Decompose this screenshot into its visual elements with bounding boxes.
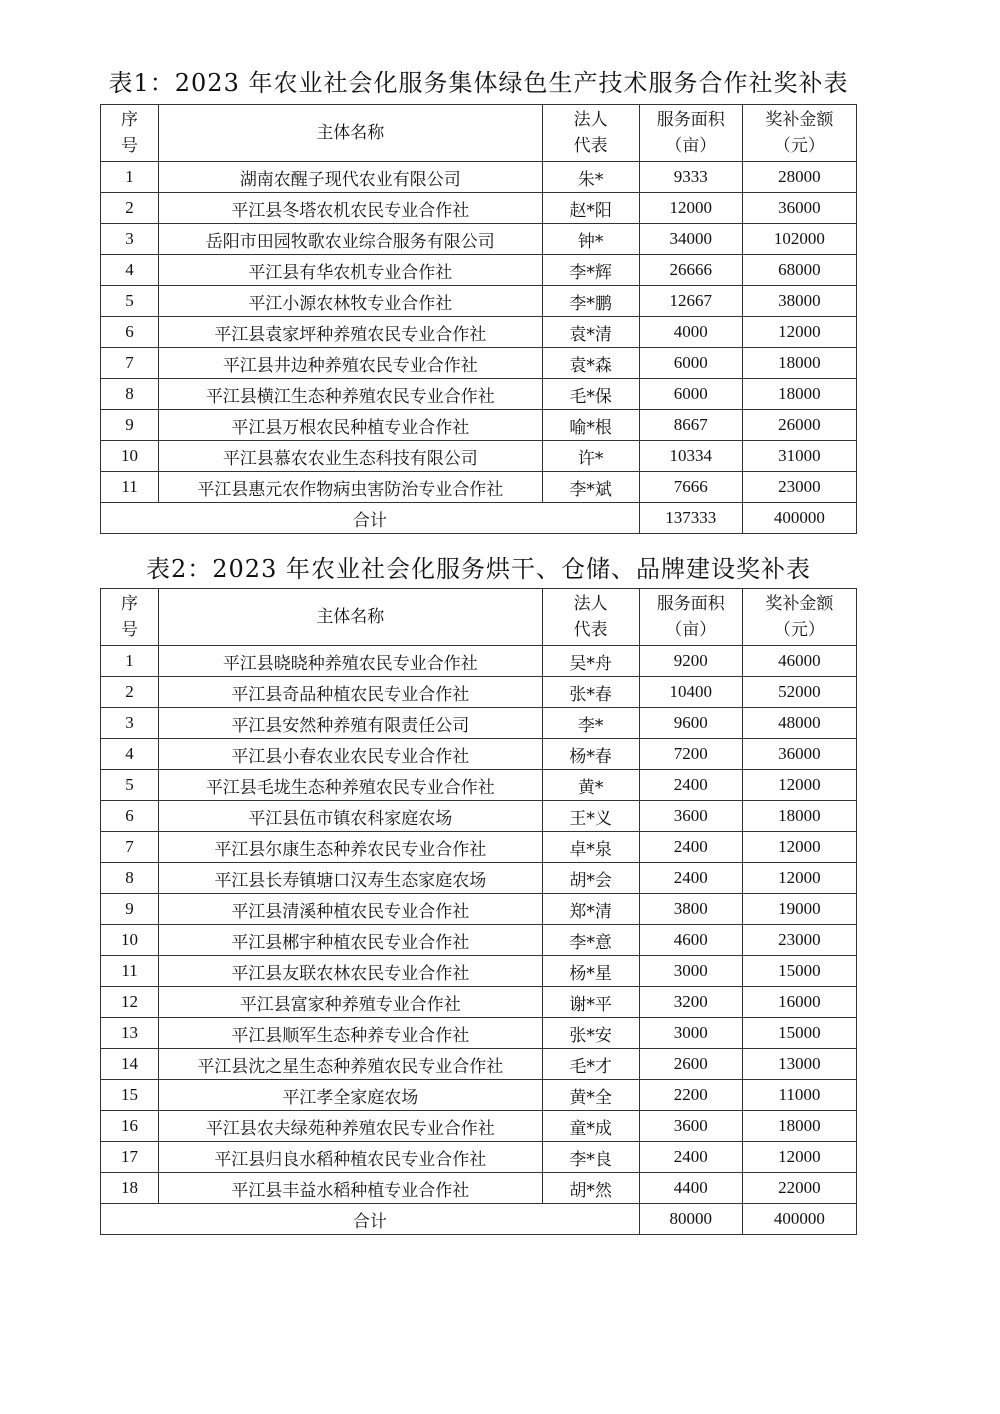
header-rep	[542, 105, 639, 162]
row-seq: 2	[101, 677, 159, 708]
row-seq: 7	[101, 832, 159, 863]
row-area: 10400	[639, 677, 742, 708]
row-rep: 杨*星	[542, 956, 639, 987]
total-label: 合计	[101, 503, 640, 534]
row-amount: 52000	[742, 677, 856, 708]
row-amount: 31000	[742, 441, 856, 472]
row-name: 平江县长寿镇塘口汉寿生态家庭农场	[159, 863, 543, 894]
row-name: 平江县晓晓种养殖农民专业合作社	[159, 646, 543, 677]
row-amount: 12000	[742, 770, 856, 801]
row-rep: 毛*才	[542, 1049, 639, 1080]
header-amount-line1: 奖补金额	[765, 594, 834, 614]
row-seq: 15	[101, 1080, 159, 1111]
table-row	[101, 1018, 857, 1049]
header-seq-line1: 序	[121, 110, 139, 130]
row-seq: 4	[101, 739, 159, 770]
row-seq: 9	[101, 410, 159, 441]
row-amount: 15000	[742, 1018, 856, 1049]
row-seq: 18	[101, 1173, 159, 1204]
header-seq-line2: 号	[121, 136, 139, 156]
row-rep: 黄*全	[542, 1080, 639, 1111]
row-name: 平江县伍市镇农科家庭农场	[159, 801, 543, 832]
total-amount: 400000	[742, 1204, 856, 1235]
table2	[100, 588, 857, 1235]
row-area: 26666	[639, 255, 742, 286]
table-row	[101, 677, 857, 708]
header-seq-line2: 号	[121, 620, 139, 640]
row-name: 岳阳市田园牧歌农业综合服务有限公司	[159, 224, 543, 255]
row-seq: 14	[101, 1049, 159, 1080]
row-area: 2400	[639, 1142, 742, 1173]
row-amount: 19000	[742, 894, 856, 925]
row-name: 平江县冬塔农机农民专业合作社	[159, 193, 543, 224]
row-rep: 赵*阳	[542, 193, 639, 224]
row-name: 平江县安然种养殖有限责任公司	[159, 708, 543, 739]
header-seq-line1: 序	[121, 594, 139, 614]
row-amount: 102000	[742, 224, 856, 255]
row-area: 2600	[639, 1049, 742, 1080]
row-seq: 11	[101, 472, 159, 503]
row-seq: 1	[101, 646, 159, 677]
row-seq: 8	[101, 863, 159, 894]
row-rep: 吴*舟	[542, 646, 639, 677]
row-seq: 3	[101, 224, 159, 255]
table-row	[101, 410, 857, 441]
row-amount: 16000	[742, 987, 856, 1018]
table-row	[101, 224, 857, 255]
row-rep: 喻*根	[542, 410, 639, 441]
row-rep: 卓*泉	[542, 832, 639, 863]
header-area-line1: 服务面积	[656, 594, 725, 614]
header-amount-line2: （元）	[773, 620, 825, 640]
row-area: 9333	[639, 162, 742, 193]
table-row	[101, 863, 857, 894]
row-name: 平江县惠元农作物病虫害防治专业合作社	[159, 472, 543, 503]
row-name: 平江县清溪种植农民专业合作社	[159, 894, 543, 925]
row-seq: 5	[101, 286, 159, 317]
header-area-line2: （亩）	[665, 136, 717, 156]
row-name: 平江县尔康生态种养农民专业合作社	[159, 832, 543, 863]
row-name: 平江县丰益水稻种植专业合作社	[159, 1173, 543, 1204]
table2-header-row	[101, 589, 857, 646]
table-row	[101, 739, 857, 770]
row-amount: 48000	[742, 708, 856, 739]
row-amount: 28000	[742, 162, 856, 193]
header-name: 主体名称	[159, 589, 543, 646]
row-rep: 张*安	[542, 1018, 639, 1049]
table-row	[101, 832, 857, 863]
row-rep: 谢*平	[542, 987, 639, 1018]
row-name: 平江县井边种养殖农民专业合作社	[159, 348, 543, 379]
row-amount: 18000	[742, 801, 856, 832]
header-seq	[101, 105, 159, 162]
row-rep: 毛*保	[542, 379, 639, 410]
row-rep: 张*春	[542, 677, 639, 708]
total-area: 80000	[639, 1204, 742, 1235]
row-area: 12000	[639, 193, 742, 224]
row-rep: 许*	[542, 441, 639, 472]
table-row	[101, 286, 857, 317]
row-amount: 11000	[742, 1080, 856, 1111]
header-rep-line2: 代表	[573, 136, 608, 156]
table-row	[101, 1080, 857, 1111]
row-rep: 李*意	[542, 925, 639, 956]
table-row	[101, 317, 857, 348]
row-rep: 胡*然	[542, 1173, 639, 1204]
table-row	[101, 255, 857, 286]
row-area: 7200	[639, 739, 742, 770]
row-area: 12667	[639, 286, 742, 317]
row-seq: 10	[101, 441, 159, 472]
header-amount-line2: （元）	[773, 136, 825, 156]
row-seq: 17	[101, 1142, 159, 1173]
table-row	[101, 1142, 857, 1173]
row-amount: 12000	[742, 832, 856, 863]
row-amount: 22000	[742, 1173, 856, 1204]
row-amount: 46000	[742, 646, 856, 677]
row-amount: 18000	[742, 1111, 856, 1142]
row-name: 平江县郴宇种植农民专业合作社	[159, 925, 543, 956]
row-name: 平江县归良水稻种植农民专业合作社	[159, 1142, 543, 1173]
row-rep: 朱*	[542, 162, 639, 193]
table-row	[101, 770, 857, 801]
row-name: 平江县奇品种植农民专业合作社	[159, 677, 543, 708]
row-seq: 8	[101, 379, 159, 410]
row-area: 2400	[639, 832, 742, 863]
row-area: 2400	[639, 863, 742, 894]
table1-body	[101, 162, 857, 503]
row-seq: 2	[101, 193, 159, 224]
row-area: 3000	[639, 956, 742, 987]
row-name: 平江县顺军生态种养专业合作社	[159, 1018, 543, 1049]
table1-title: 表1：2023 年农业社会化服务集体绿色生产技术服务合作社奖补表	[108, 69, 849, 97]
table1	[100, 104, 857, 534]
header-amount	[742, 589, 856, 646]
row-name: 平江县袁家坪种养殖农民专业合作社	[159, 317, 543, 348]
row-rep: 袁*清	[542, 317, 639, 348]
row-name: 平江小源农林牧专业合作社	[159, 286, 543, 317]
row-area: 2200	[639, 1080, 742, 1111]
row-area: 3200	[639, 987, 742, 1018]
header-rep-line2: 代表	[573, 620, 608, 640]
row-amount: 12000	[742, 317, 856, 348]
row-amount: 15000	[742, 956, 856, 987]
total-area: 137333	[639, 503, 742, 534]
table-row	[101, 894, 857, 925]
header-rep	[542, 589, 639, 646]
row-rep: 李*辉	[542, 255, 639, 286]
table-row	[101, 348, 857, 379]
table-row	[101, 708, 857, 739]
table-row	[101, 379, 857, 410]
row-name: 平江县小春农业农民专业合作社	[159, 739, 543, 770]
header-name: 主体名称	[159, 105, 543, 162]
table1-header-row	[101, 105, 857, 162]
row-area: 6000	[639, 348, 742, 379]
row-seq: 3	[101, 708, 159, 739]
row-name: 平江孝全家庭农场	[159, 1080, 543, 1111]
row-amount: 68000	[742, 255, 856, 286]
row-rep: 杨*春	[542, 739, 639, 770]
row-rep: 钟*	[542, 224, 639, 255]
row-rep: 李*斌	[542, 472, 639, 503]
row-seq: 11	[101, 956, 159, 987]
table-row	[101, 1173, 857, 1204]
row-rep: 袁*森	[542, 348, 639, 379]
row-name: 平江县毛垅生态种养殖农民专业合作社	[159, 770, 543, 801]
row-seq: 12	[101, 987, 159, 1018]
row-amount: 18000	[742, 379, 856, 410]
row-seq: 4	[101, 255, 159, 286]
row-rep: 李*鹏	[542, 286, 639, 317]
table1-total-row	[101, 503, 857, 534]
table-row	[101, 1111, 857, 1142]
row-amount: 18000	[742, 348, 856, 379]
row-name: 平江县友联农林农民专业合作社	[159, 956, 543, 987]
row-amount: 36000	[742, 193, 856, 224]
row-seq: 10	[101, 925, 159, 956]
row-seq: 6	[101, 317, 159, 348]
total-amount: 400000	[742, 503, 856, 534]
table-row	[101, 162, 857, 193]
row-area: 9200	[639, 646, 742, 677]
row-amount: 26000	[742, 410, 856, 441]
header-amount-line1: 奖补金额	[765, 110, 834, 130]
header-area	[639, 105, 742, 162]
row-rep: 李*良	[542, 1142, 639, 1173]
table-row	[101, 472, 857, 503]
row-area: 7666	[639, 472, 742, 503]
row-area: 4600	[639, 925, 742, 956]
header-area-line2: （亩）	[665, 620, 717, 640]
header-area	[639, 589, 742, 646]
total-label: 合计	[101, 1204, 640, 1235]
row-name: 平江县慕农农业生态科技有限公司	[159, 441, 543, 472]
row-rep: 郑*清	[542, 894, 639, 925]
row-amount: 23000	[742, 925, 856, 956]
table-row	[101, 193, 857, 224]
table-row	[101, 956, 857, 987]
row-seq: 1	[101, 162, 159, 193]
row-seq: 9	[101, 894, 159, 925]
row-name: 平江县横江生态种养殖农民专业合作社	[159, 379, 543, 410]
header-seq	[101, 589, 159, 646]
row-amount: 36000	[742, 739, 856, 770]
row-area: 9600	[639, 708, 742, 739]
row-amount: 12000	[742, 863, 856, 894]
row-rep: 童*成	[542, 1111, 639, 1142]
row-area: 34000	[639, 224, 742, 255]
row-seq: 6	[101, 801, 159, 832]
row-area: 4400	[639, 1173, 742, 1204]
row-name: 平江县农夫绿苑种养殖农民专业合作社	[159, 1111, 543, 1142]
row-name: 平江县沈之星生态种养殖农民专业合作社	[159, 1049, 543, 1080]
header-amount	[742, 105, 856, 162]
table-row	[101, 1049, 857, 1080]
header-rep-line1: 法人	[573, 110, 608, 130]
row-rep: 胡*会	[542, 863, 639, 894]
table-row	[101, 441, 857, 472]
header-area-line1: 服务面积	[656, 110, 725, 130]
table2-body	[101, 646, 857, 1204]
row-area: 8667	[639, 410, 742, 441]
table2-total-row	[101, 1204, 857, 1235]
row-name: 平江县富家种养殖专业合作社	[159, 987, 543, 1018]
row-seq: 7	[101, 348, 159, 379]
row-name: 湖南农醒子现代农业有限公司	[159, 162, 543, 193]
row-area: 3800	[639, 894, 742, 925]
row-area: 2400	[639, 770, 742, 801]
row-rep: 王*义	[542, 801, 639, 832]
row-seq: 16	[101, 1111, 159, 1142]
header-rep-line1: 法人	[573, 594, 608, 614]
row-area: 10334	[639, 441, 742, 472]
row-area: 3600	[639, 801, 742, 832]
row-seq: 13	[101, 1018, 159, 1049]
row-amount: 13000	[742, 1049, 856, 1080]
row-rep: 黄*	[542, 770, 639, 801]
row-name: 平江县万根农民种植专业合作社	[159, 410, 543, 441]
row-amount: 12000	[742, 1142, 856, 1173]
table-row	[101, 646, 857, 677]
row-amount: 23000	[742, 472, 856, 503]
row-area: 3600	[639, 1111, 742, 1142]
row-area: 3000	[639, 1018, 742, 1049]
row-area: 4000	[639, 317, 742, 348]
table-row	[101, 925, 857, 956]
table-row	[101, 801, 857, 832]
table2-title: 表2：2023 年农业社会化服务烘干、仓储、品牌建设奖补表	[146, 555, 811, 583]
row-amount: 38000	[742, 286, 856, 317]
row-name: 平江县有华农机专业合作社	[159, 255, 543, 286]
row-rep: 李*	[542, 708, 639, 739]
table-row	[101, 987, 857, 1018]
row-area: 6000	[639, 379, 742, 410]
row-seq: 5	[101, 770, 159, 801]
